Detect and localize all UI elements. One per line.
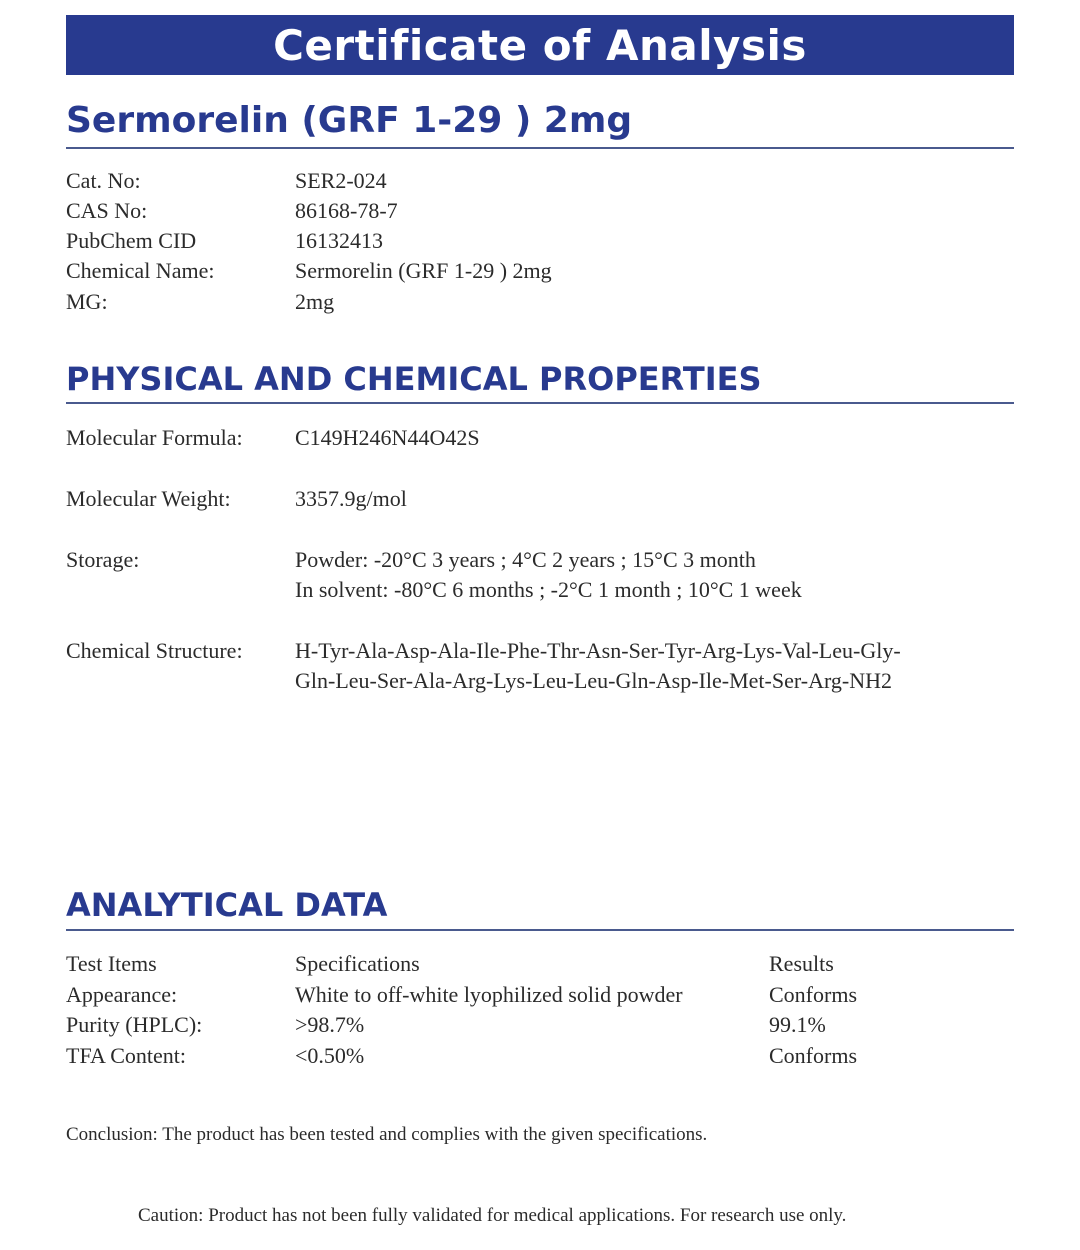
section-heading-properties: PHYSICAL AND CHEMICAL PROPERTIES xyxy=(66,360,762,398)
table-cell-result: Conforms xyxy=(769,1043,857,1068)
property-value-structure-line-2: Gln-Leu-Ser-Ala-Arg-Lys-Leu-Leu-Gln-Asp-Ile-Met-Ser-Arg-NH2 xyxy=(295,668,892,693)
property-value-storage-solvent: In solvent: -80°C 6 months ; -2°C 1 month ; 10°C 1 week xyxy=(295,577,802,602)
column-header-test-items: Test Items xyxy=(66,951,157,976)
field-label-chemical-name: Chemical Name: xyxy=(66,258,215,283)
field-value-cas-no: 86168-78-7 xyxy=(295,198,398,223)
column-header-specifications: Specifications xyxy=(295,951,420,976)
divider xyxy=(66,929,1014,931)
field-value-mg: 2mg xyxy=(295,289,335,314)
section-heading-analytical: ANALYTICAL DATA xyxy=(66,886,388,924)
title-banner xyxy=(66,15,1014,75)
table-cell-specification: White to off-white lyophilized solid powder xyxy=(295,982,683,1007)
field-label-pubchem: PubChem CID xyxy=(66,228,197,253)
table-cell-specification: >98.7% xyxy=(295,1012,365,1037)
field-value-pubchem: 16132413 xyxy=(295,228,383,253)
field-label-cat-no: Cat. No: xyxy=(66,168,141,193)
property-label-formula: Molecular Formula: xyxy=(66,425,243,450)
divider xyxy=(66,147,1014,149)
property-label-storage: Storage: xyxy=(66,547,140,572)
table-cell-specification: <0.50% xyxy=(295,1043,365,1068)
property-value-structure-line-1: H-Tyr-Ala-Asp-Ala-Ile-Phe-Thr-Asn-Ser-Tyr-Arg-Lys-Val-Leu-Gly- xyxy=(295,638,901,663)
property-value-weight: 3357.9g/mol xyxy=(295,486,407,511)
column-header-results: Results xyxy=(769,951,834,976)
property-value-storage-powder: Powder: -20°C 3 years ; 4°C 2 years ; 15°C 3 month xyxy=(295,547,756,572)
divider xyxy=(66,402,1014,404)
product-title: Sermorelin (GRF 1-29 ) 2mg xyxy=(66,100,633,141)
field-value-chemical-name: Sermorelin (GRF 1-29 ) 2mg xyxy=(295,258,552,283)
table-cell-item: TFA Content: xyxy=(66,1043,186,1068)
property-label-structure: Chemical Structure: xyxy=(66,638,243,663)
field-label-mg: MG: xyxy=(66,289,108,314)
field-label-cas-no: CAS No: xyxy=(66,198,148,223)
property-value-formula: C149H246N44O42S xyxy=(295,425,480,450)
caution-text: Caution: Product has not been fully validated for medical applications. For research use only. xyxy=(138,1205,847,1226)
table-cell-item: Purity (HPLC): xyxy=(66,1012,203,1037)
document-title: Certificate of Analysis xyxy=(273,20,807,70)
property-label-weight: Molecular Weight: xyxy=(66,486,231,511)
table-cell-result: 99.1% xyxy=(769,1012,826,1037)
table-cell-result: Conforms xyxy=(769,982,857,1007)
field-value-cat-no: SER2-024 xyxy=(295,168,387,193)
table-cell-item: Appearance: xyxy=(66,982,178,1007)
conclusion-text: Conclusion: The product has been tested and complies with the given specifications. xyxy=(66,1124,708,1145)
